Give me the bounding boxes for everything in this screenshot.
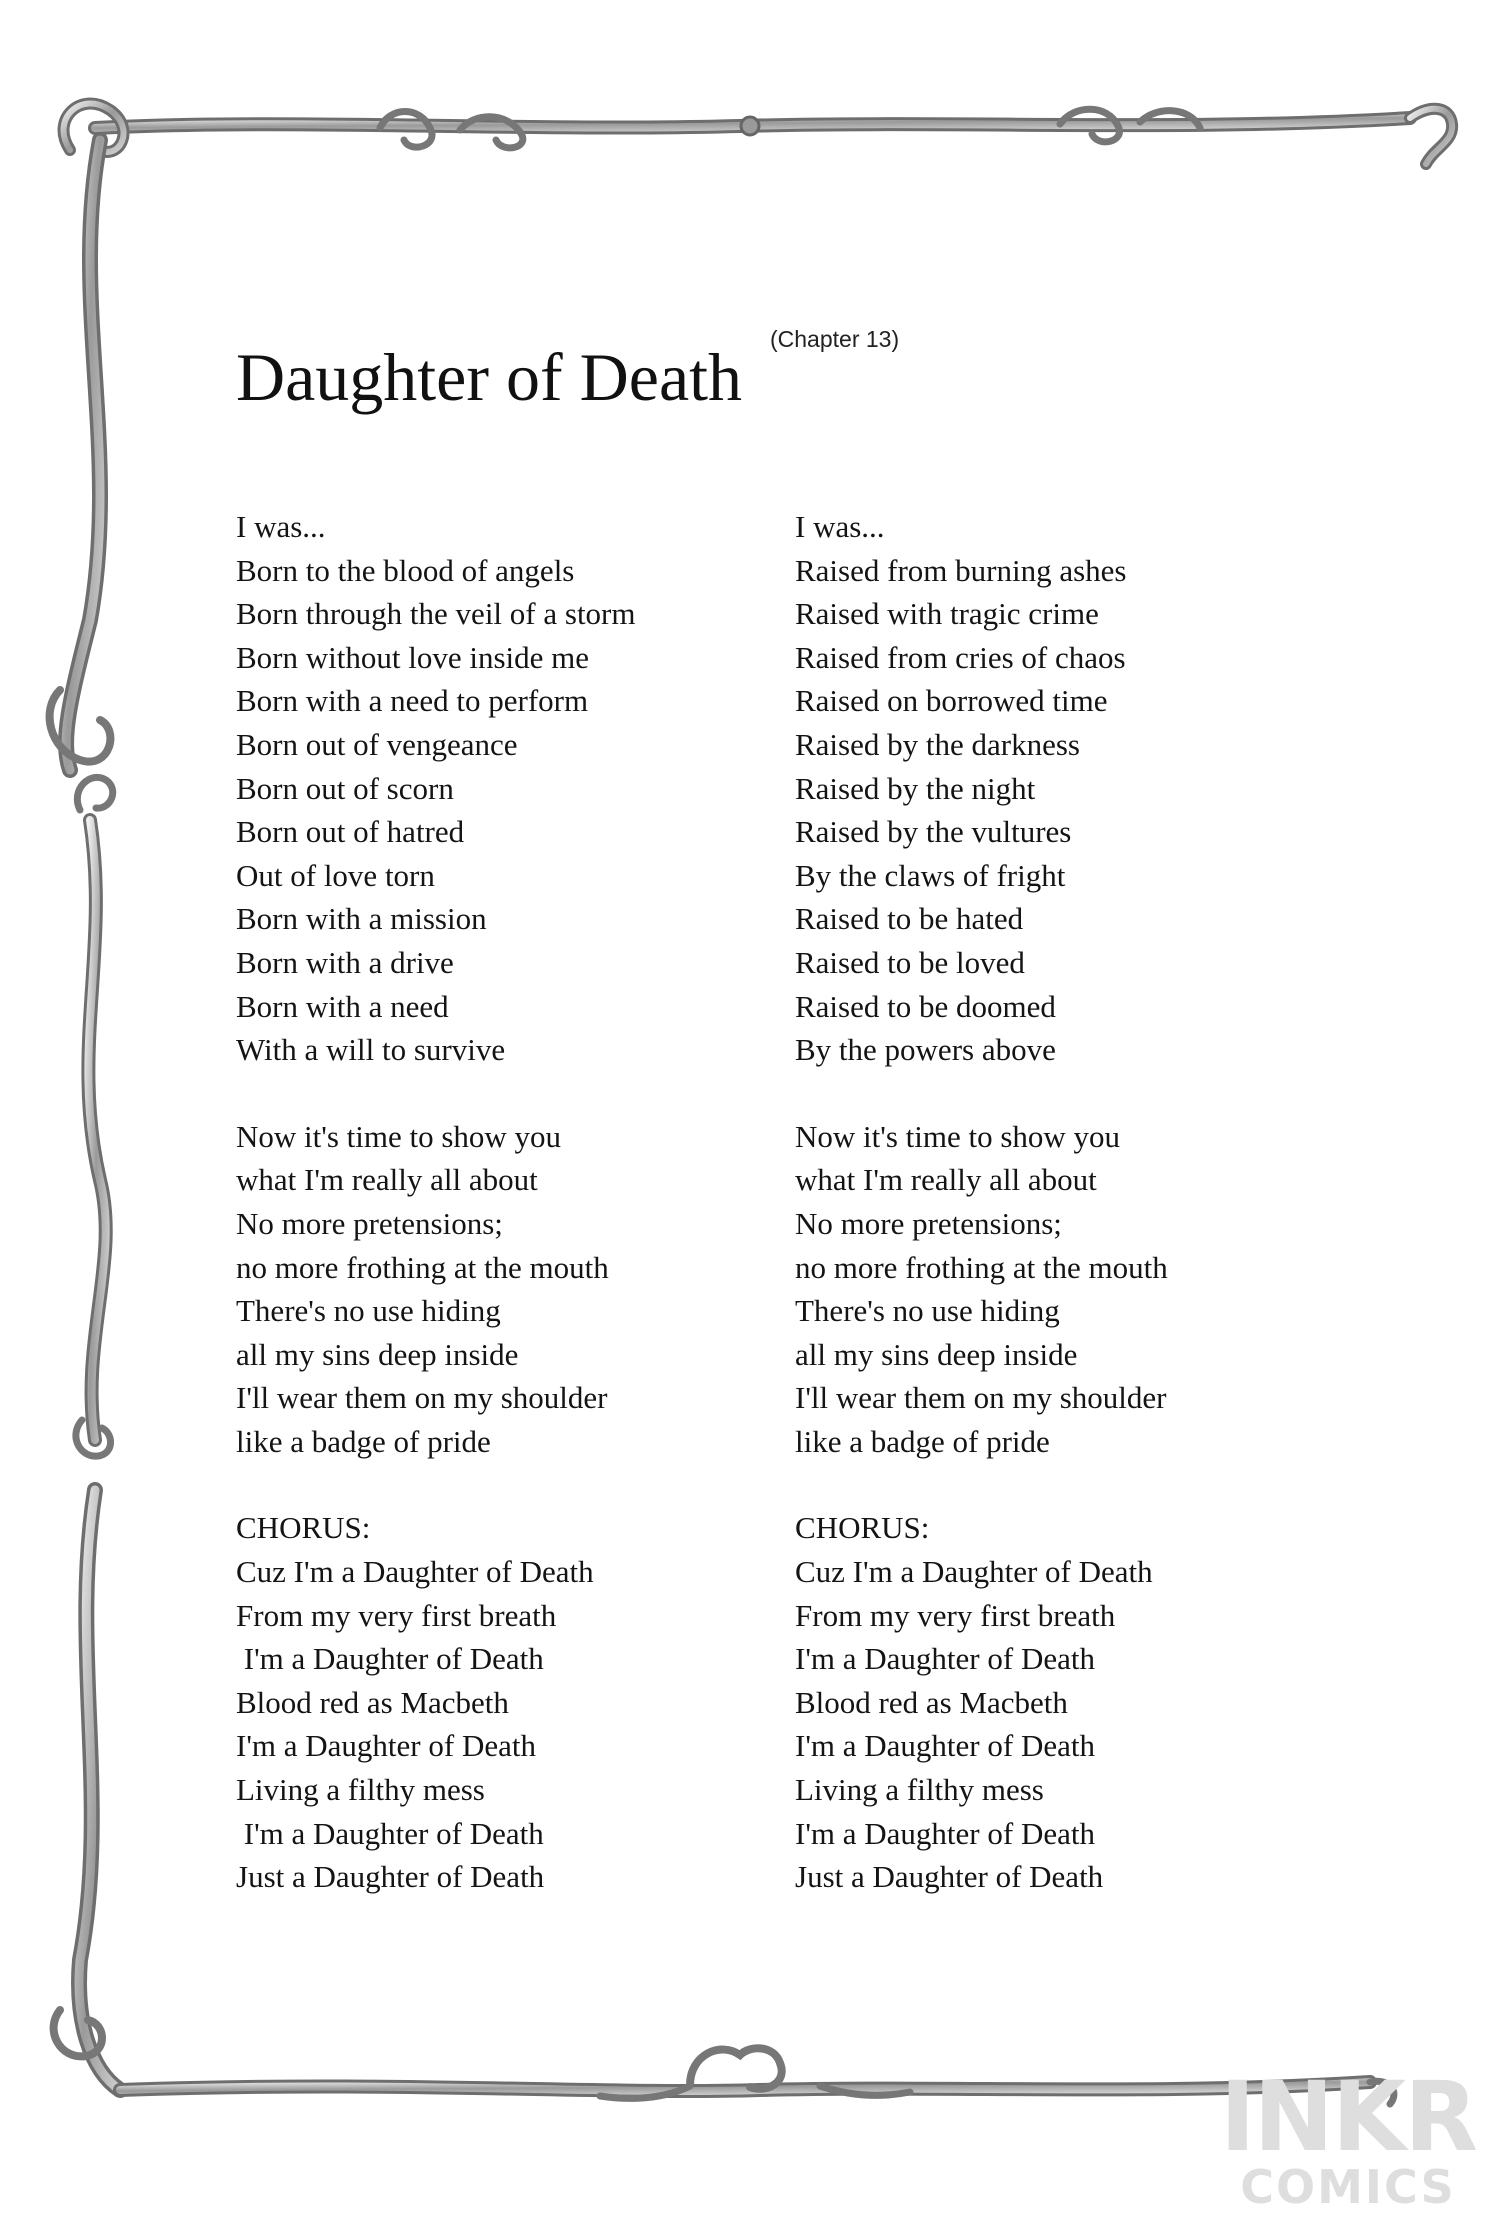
lyric-line: I'm a Daughter of Death bbox=[795, 1641, 1095, 1677]
lyric-line: all my sins deep inside bbox=[236, 1336, 519, 1372]
lyric-line: like a badge of pride bbox=[795, 1423, 1050, 1459]
lyric-line: I'm a Daughter of Death bbox=[236, 1641, 544, 1677]
lyric-line: Blood red as Macbeth bbox=[795, 1684, 1068, 1720]
lyric-line: Raised by the night bbox=[795, 770, 1036, 806]
lyric-line: Out of love torn bbox=[236, 857, 435, 893]
lyric-line: By the powers above bbox=[795, 1032, 1056, 1068]
lyrics-column-left bbox=[236, 505, 796, 1942]
lyric-line: Raised with tragic crime bbox=[795, 596, 1099, 632]
lyric-line: By the claws of fright bbox=[795, 857, 1066, 893]
lyric-line: I was... bbox=[795, 509, 885, 544]
lyric-line: Just a Daughter of Death bbox=[795, 1859, 1104, 1895]
lyric-line: Cuz I'm a Daughter of Death bbox=[236, 1554, 594, 1590]
lyric-line: From my very first breath bbox=[236, 1597, 557, 1633]
lyric-line: Now it's time to show you bbox=[795, 1118, 1121, 1154]
lyric-line: Born with a need to perform bbox=[236, 683, 589, 719]
lyric-line: Raised to be hated bbox=[795, 901, 1024, 937]
publisher-watermark bbox=[1218, 2061, 1478, 2214]
lyric-line: Born out of scorn bbox=[236, 770, 454, 806]
lyric-line: There's no use hiding bbox=[795, 1293, 1060, 1329]
stanza-chorus-left bbox=[236, 1506, 796, 1898]
lyric-line: No more pretensions; bbox=[236, 1205, 503, 1241]
lyric-line: No more pretensions; bbox=[795, 1205, 1062, 1241]
lyric-line: Raised from burning ashes bbox=[795, 552, 1127, 588]
chorus-heading: CHORUS: bbox=[236, 1510, 371, 1546]
lyric-line: Born with a mission bbox=[236, 901, 487, 937]
lyric-line: all my sins deep inside bbox=[795, 1336, 1078, 1372]
lyrics-column-right bbox=[795, 505, 1355, 1942]
watermark-line-2: COMICS bbox=[1240, 2160, 1456, 2214]
lyric-line: I was... bbox=[236, 509, 326, 544]
lyric-line: Raised to be doomed bbox=[795, 988, 1056, 1024]
lyric-line: Born with a drive bbox=[236, 944, 454, 980]
lyric-line: Cuz I'm a Daughter of Death bbox=[795, 1554, 1153, 1590]
lyric-line: I'm a Daughter of Death bbox=[236, 1815, 544, 1851]
lyric-line: Raised from cries of chaos bbox=[795, 639, 1126, 675]
lyric-line: I'm a Daughter of Death bbox=[795, 1728, 1095, 1764]
lyric-line: Born through the veil of a storm bbox=[236, 596, 636, 632]
lyric-line: Born out of vengeance bbox=[236, 726, 518, 762]
lyric-line: With a will to survive bbox=[236, 1032, 506, 1068]
lyric-line: Born to the blood of angels bbox=[236, 552, 575, 588]
lyric-line: Raised by the darkness bbox=[795, 726, 1080, 762]
lyric-line: what I'm really all about bbox=[795, 1162, 1097, 1198]
stanza-verse-1-left bbox=[236, 505, 796, 1072]
lyric-line: There's no use hiding bbox=[236, 1293, 501, 1329]
lyric-line: what I'm really all about bbox=[236, 1162, 538, 1198]
stanza-chorus-right bbox=[795, 1506, 1355, 1898]
stanza-bridge-right bbox=[795, 1115, 1355, 1464]
lyric-line: Raised to be loved bbox=[795, 944, 1025, 980]
page-title: Daughter of Death bbox=[236, 339, 743, 415]
lyric-line: Born with a need bbox=[236, 988, 449, 1024]
chapter-label: (Chapter 13) bbox=[770, 326, 900, 352]
lyric-line: From my very first breath bbox=[795, 1597, 1116, 1633]
lyric-line: no more frothing at the mouth bbox=[795, 1249, 1168, 1285]
lyric-line: Now it's time to show you bbox=[236, 1118, 562, 1154]
lyric-line: no more frothing at the mouth bbox=[236, 1249, 609, 1285]
lyric-line: Living a filthy mess bbox=[795, 1772, 1044, 1808]
lyric-line: Living a filthy mess bbox=[236, 1772, 485, 1808]
watermark-line-1: INKR bbox=[1219, 2061, 1477, 2173]
lyric-line: Blood red as Macbeth bbox=[236, 1684, 509, 1720]
lyric-line: I'll wear them on my shoulder bbox=[236, 1380, 608, 1416]
lyric-line: Raised on borrowed time bbox=[795, 683, 1108, 719]
stanza-verse-1-right bbox=[795, 505, 1355, 1072]
chorus-heading: CHORUS: bbox=[795, 1510, 930, 1546]
lyric-line: I'm a Daughter of Death bbox=[236, 1728, 536, 1764]
lyric-line: Raised by the vultures bbox=[795, 814, 1072, 850]
lyric-line: like a badge of pride bbox=[236, 1423, 491, 1459]
stanza-bridge-left bbox=[236, 1115, 796, 1464]
lyric-line: Born out of hatred bbox=[236, 814, 465, 850]
lyric-line: I'll wear them on my shoulder bbox=[795, 1380, 1167, 1416]
lyric-line: I'm a Daughter of Death bbox=[795, 1815, 1095, 1851]
lyric-line: Born without love inside me bbox=[236, 639, 590, 675]
lyric-line: Just a Daughter of Death bbox=[236, 1859, 545, 1895]
